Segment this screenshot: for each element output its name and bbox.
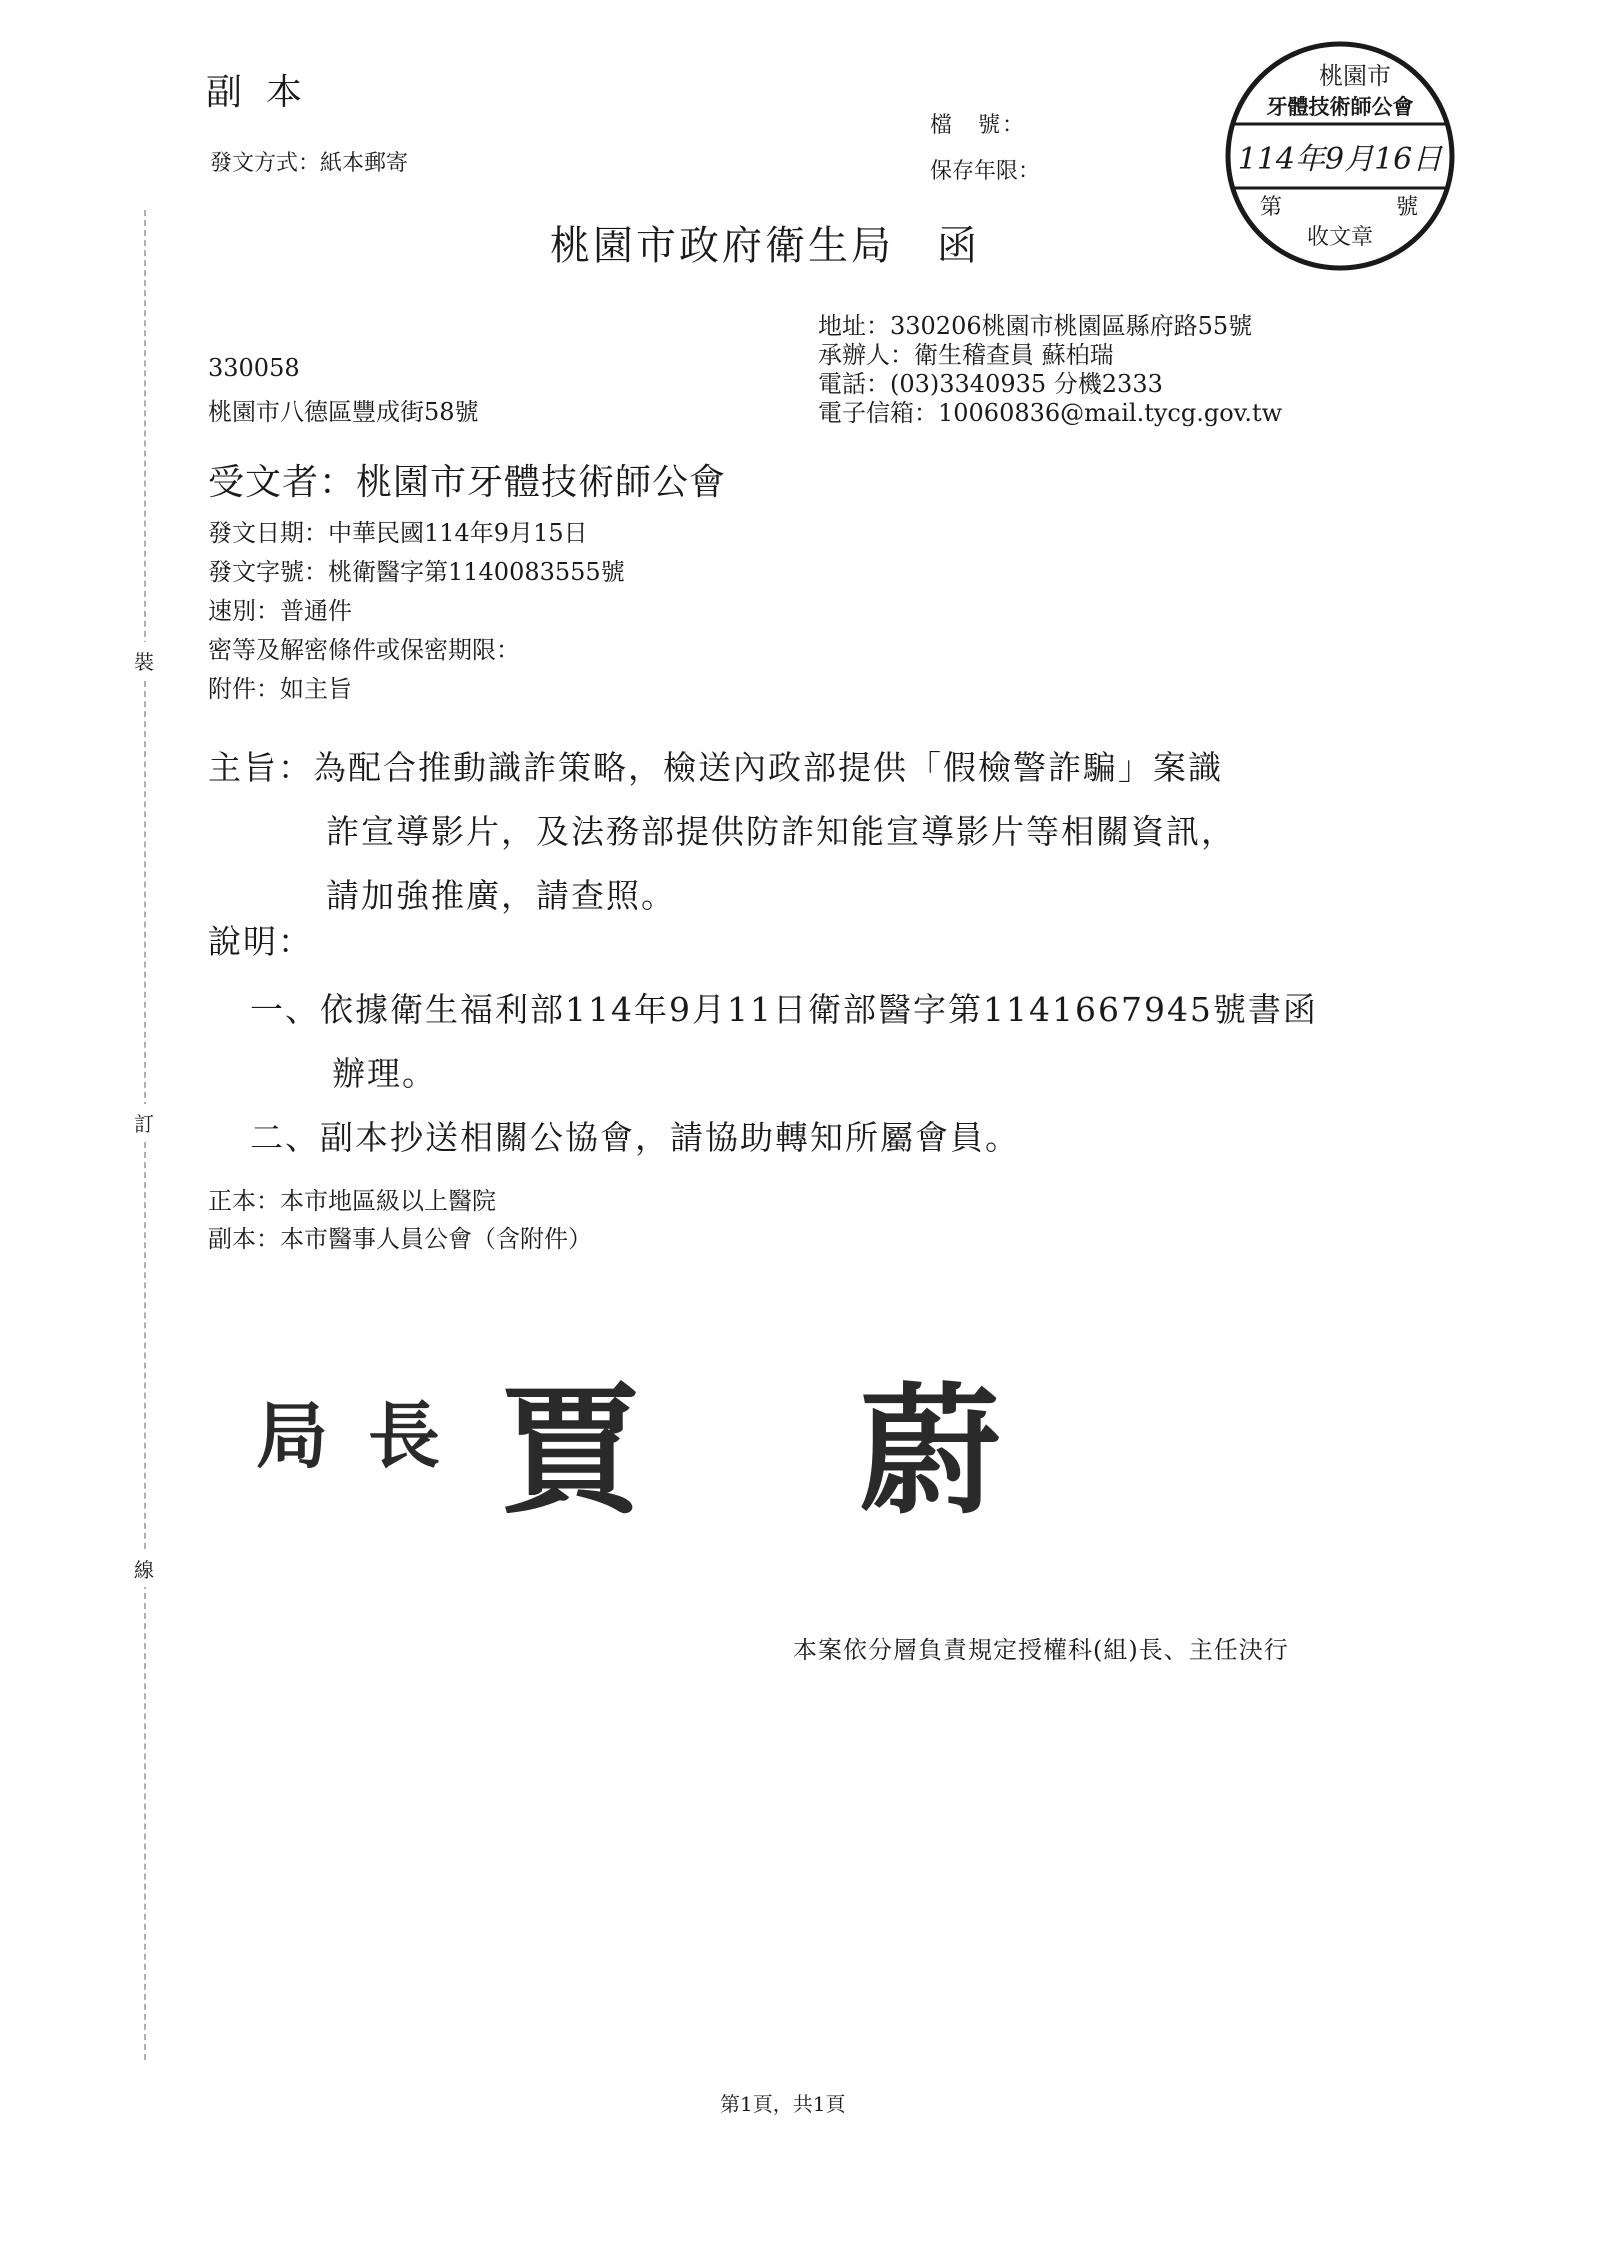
- distribution: [208, 1182, 592, 1258]
- binding-mark-ding: 訂: [134, 1104, 154, 1141]
- issue-date: 發文日期：中華民國114年9月15日: [208, 519, 588, 547]
- binding-mark-zhuang: 裝: [134, 642, 154, 679]
- subject-line: 主旨：為配合推動識詐策略，檢送內政部提供「假檢警詐騙」案識: [208, 748, 1223, 787]
- recipient-address: 桃園市八德區豐成街58號: [208, 398, 479, 426]
- received-stamp: [1220, 36, 1460, 276]
- authorization-note: 本案依分層負責規定授權科(組)長、主任決行: [793, 1636, 1289, 1664]
- dispatch-method: 發文方式：紙本郵寄: [210, 151, 409, 176]
- sender-address: 地址：330206桃園市桃園區縣府路55號: [818, 312, 1253, 340]
- attachment: 附件：如主旨: [208, 675, 352, 703]
- sender-handler: 承辦人：衛生稽查員 蘇柏瑞: [818, 341, 1114, 369]
- retention-period-label: 保存年限：: [930, 159, 1041, 184]
- copy-recipients: 副本：本市醫事人員公會（含附件）: [208, 1225, 592, 1253]
- explanation-items: [250, 978, 1318, 1170]
- explanation-item: 二、副本抄送相關公協會，請協助轉知所屬會員。: [250, 1118, 1020, 1157]
- sender-email: 電子信箱：10060836@mail.tycg.gov.tw: [818, 399, 1283, 427]
- copy-label: 副本: [206, 72, 327, 113]
- stamp-city: 桃園市: [1319, 62, 1391, 90]
- file-number-label: 檔 號：: [930, 113, 1027, 138]
- subject-line: 請加強推廣，請查照。: [326, 876, 676, 915]
- stamp-date: 114年9月16日: [1237, 142, 1443, 177]
- document-number: 發文字號：桃衛醫字第1140083555號: [208, 558, 625, 586]
- explanation-label: 說明：: [208, 922, 313, 961]
- secrecy-level: 密等及解密條件或保密期限：: [208, 636, 520, 664]
- director-signature-given-name: 蔚: [860, 1370, 1001, 1534]
- original-recipients: 正本：本市地區級以上醫院: [208, 1187, 496, 1215]
- document-title: 桃園市政府衛生局 函: [550, 223, 980, 269]
- explanation-item-cont: 辦理。: [332, 1054, 437, 1093]
- subject-line: 詐宣導影片，及法務部提供防詐知能宣導影片等相關資訊，: [326, 812, 1236, 851]
- delivery-speed: 速別：普通件: [208, 597, 352, 625]
- director-title: 局長: [256, 1393, 481, 1478]
- stamp-suffix: 號: [1396, 195, 1419, 220]
- addressee: 受文者：桃園市牙體技術師公會: [208, 462, 727, 503]
- stamp-bottom: 收文章: [1306, 225, 1374, 250]
- director-signature-surname: 賈: [500, 1370, 641, 1534]
- stamp-prefix: 第: [1260, 195, 1283, 220]
- subject: [208, 736, 1236, 928]
- sender-info: [818, 312, 1282, 428]
- page-number: 第1頁，共1頁: [720, 2092, 846, 2116]
- recipient-zip: 330058: [208, 354, 300, 382]
- stamp-org: 牙體技術師公會: [1266, 94, 1414, 119]
- explanation-item: 一、依據衛生福利部114年9月11日衛部醫字第1141667945號書函: [250, 990, 1318, 1029]
- binding-mark-xian: 線: [134, 1550, 154, 1587]
- sender-phone: 電話：(03)3340935 分機2333: [818, 370, 1163, 398]
- document-meta: [208, 514, 625, 709]
